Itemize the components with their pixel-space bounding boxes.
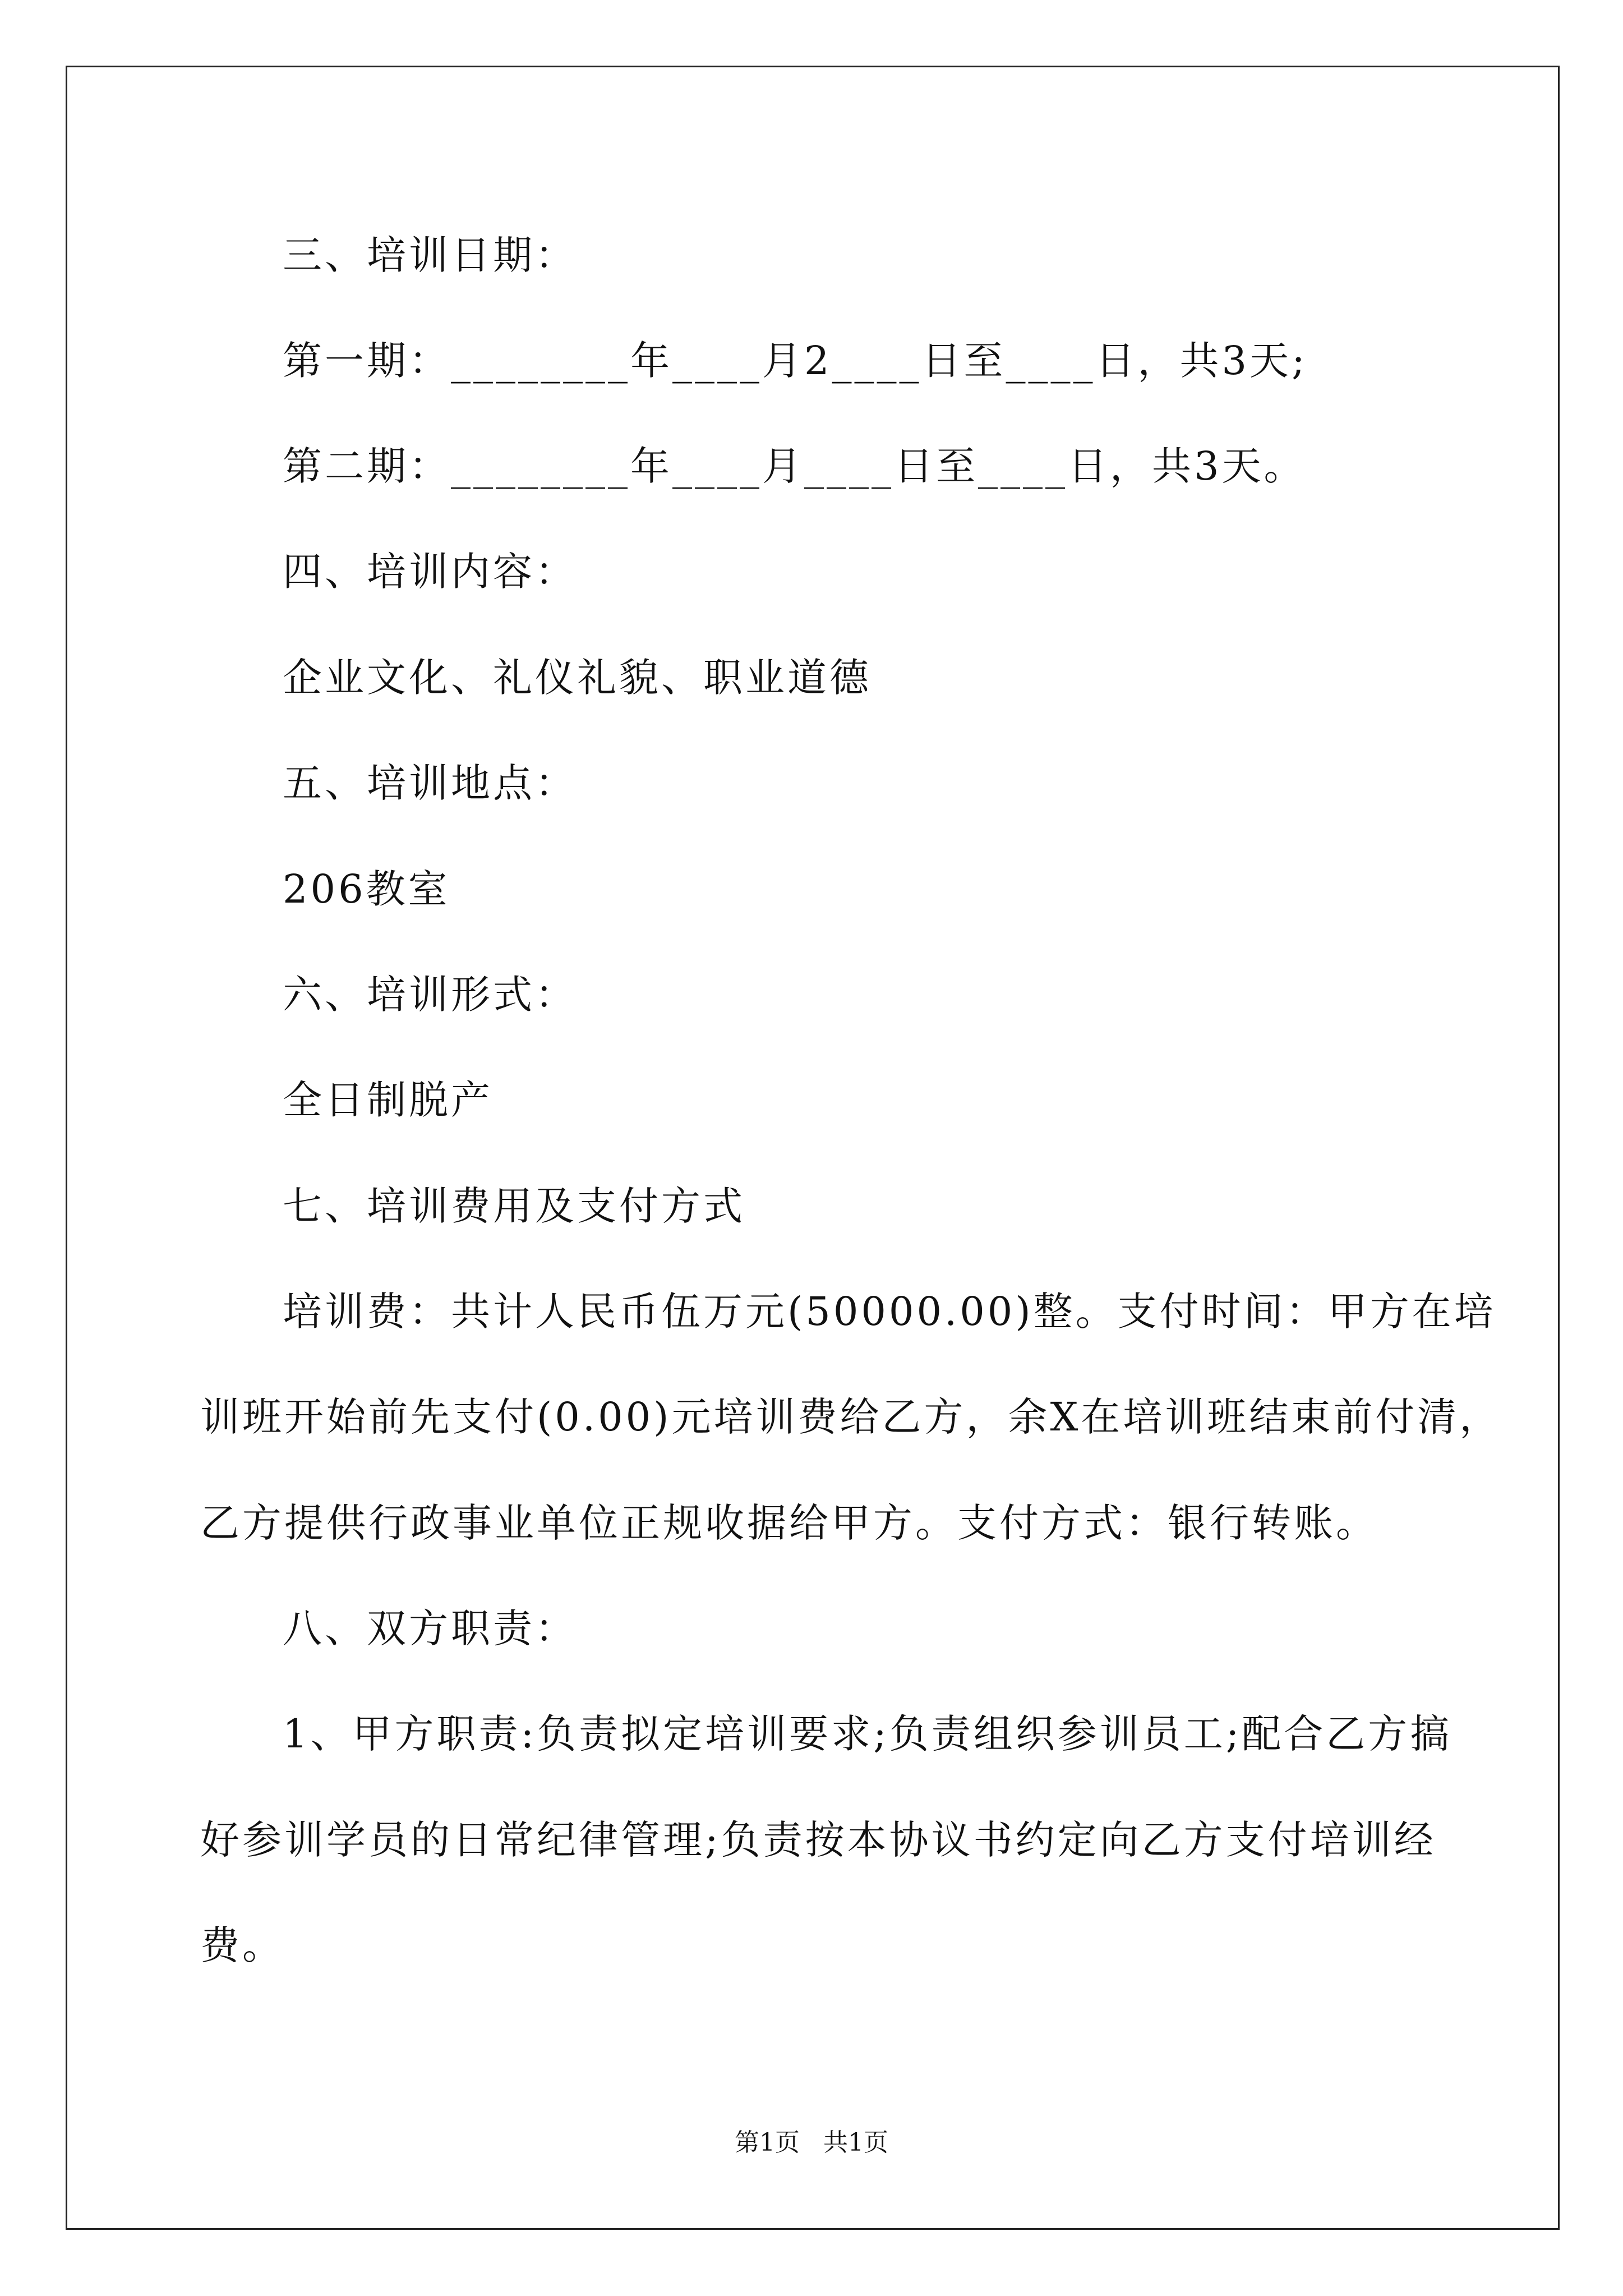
training-location-text: 206教室 bbox=[283, 866, 450, 912]
fee-paragraph-line-1: 培训费：共计人民币伍万元(50000.00)整。支付时间：甲方在培 bbox=[283, 1289, 1496, 1335]
party-a-duties-line-3: 费。 bbox=[200, 1922, 284, 1968]
page-border bbox=[66, 66, 1560, 2230]
section-heading-training-format: 六、培训形式： bbox=[283, 972, 577, 1018]
party-a-duties-line-2: 好参训学员的日常纪律管理;负责按本协议书约定向乙方支付培训经 bbox=[200, 1817, 1436, 1863]
training-period-2: 第二期：________年____月____日至____日，共3天。 bbox=[283, 443, 1306, 489]
section-heading-fees-payment: 七、培训费用及支付方式 bbox=[283, 1183, 745, 1229]
section-heading-training-location: 五、培训地点： bbox=[283, 760, 577, 806]
section-heading-training-content: 四、培训内容： bbox=[283, 549, 577, 595]
section-heading-responsibilities: 八、双方职责： bbox=[283, 1605, 577, 1651]
party-a-duties-line-1: 1、甲方职责:负责拟定培训要求;负责组织参训员工;配合乙方搞 bbox=[283, 1711, 1453, 1757]
page-number-footer: 第1页 共1页 bbox=[735, 2128, 888, 2157]
fee-paragraph-line-3: 乙方提供行政事业单位正规收据给甲方。支付方式：银行转账。 bbox=[200, 1500, 1378, 1546]
training-period-1: 第一期：________年____月2____日至____日，共3天; bbox=[283, 338, 1308, 384]
fee-paragraph-line-2: 训班开始前先支付(0.00)元培训费给乙方，余X在培训班结束前付清， bbox=[200, 1394, 1502, 1440]
training-content-text: 企业文化、礼仪礼貌、职业道德 bbox=[283, 655, 872, 701]
section-heading-training-dates: 三、培训日期： bbox=[283, 232, 577, 278]
training-format-text: 全日制脱产 bbox=[283, 1077, 493, 1123]
